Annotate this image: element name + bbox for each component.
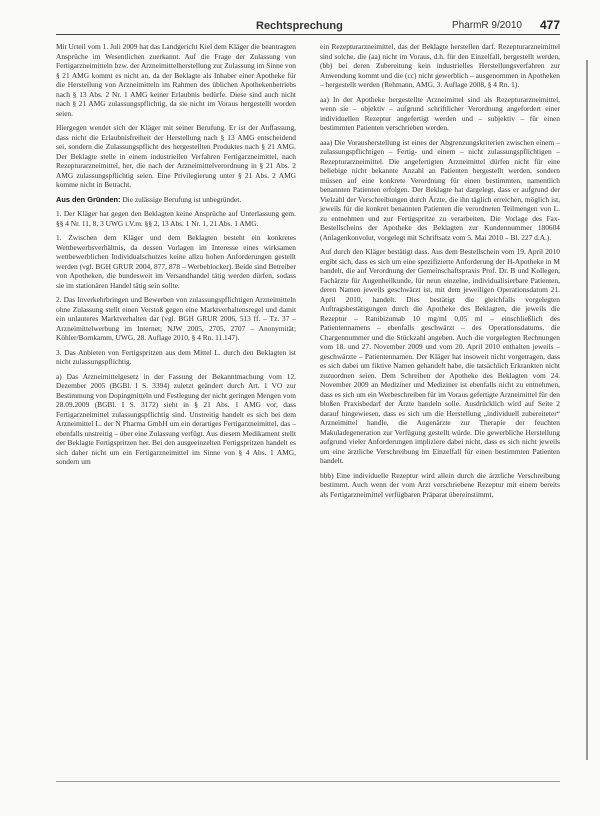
left-column bbox=[56, 42, 296, 472]
paragraph: 1. Zwischen dem Kläger und dem Beklagten besteht ein konkretes Wettbewerbsverhältnis, da dessen Vorlagen im Interesse eines wirksamen wettbewerblichen Individualschutzes keine allzu hohen Anforderungen gestellt werden (vgl. BGH GRUR 2004, 877, 878 – Werbeblocker). Beide sind Betreiber von Apotheken, die bundesweit im Versandhandel tätig werden dürfen, sodass sie im stationären Handel tätig sein sollte. bbox=[56, 233, 296, 290]
paragraph: 2. Das Inverkehrbringen und Bewerben von zulassungspflichtigen Arzneimitteln ohne Zulassung stellt einen Verstoß gegen eine Marktverhaltensregel und damit ein unlauteres Marktverhalten dar (vgl. BGH GRUR 2006, 513 ff. – Tz. 37 – Arzneimittelwerbung im Internet; NJW 2005, 2705, 2707 – Anonymität; Köhler/Bornkamm, UWG, 28. Auflage 2010, § 4 Rn. 11.147). bbox=[56, 295, 296, 342]
section-heading bbox=[56, 195, 296, 205]
paragraph: ein Rezepturarzneimittel, das der Beklagte herstellen darf. Rezepturarzneimittel sind solche, die (aa) nicht im Voraus, d.h. für den Einzelfall, hergestellt werden, (bb) bei deren Zubereitung kein industrielles Herstellungsverfahren zur Anwendung kommt und die (cc) nicht gewerblich – ausgenommen in Apotheken – hergestellt werden (Rehmann, AMG, 3. Auflage 2008, § 4 Rn. 1). bbox=[320, 42, 560, 89]
margin-scan-line bbox=[586, 60, 588, 760]
paragraph: Mit Urteil vom 1. Juli 2009 hat das Landgericht Kiel dem Kläger die beantragten Ansprüche im Wesentlichen zuerkannt. Auf die Frage der Zulassung von Fertigarzneimitteln bzw. der Arzneimittelherstellung zur Zulassung im Sinne von § 21 AMG kommt es nicht an, da der Beklagte als Inhaber einer Apotheke für die Herstellung von Arzneimitteln im Rahmen des üblichen Apothekenbetriebs nach § 13 Abs. 2 Nr. 1 AMG keiner Erlaubnis bedürfe. Diese sind auch nicht nach § 21 AMG zulassungspflichtig, da sie nicht im Voraus hergestellt worden seien. bbox=[56, 42, 296, 118]
paragraph: aaa) Die Vorausherstellung ist eines der Abgrenzungskriterien zwischen einem – zulassungspflichtigen – Fertig- und einem – nicht zulassungspflichtigen – Rezepturarzneimittel. Die angefertigten Arzneimittel dürfen nicht für eine beliebige nicht bekannte Anzahl an Patienten hergestellt werden, sondern müssen auf eine konkrete Verordnung für einen bestimmten, namentlich benannten Patienten erfolgen. Der Beklagte hat dargelegt, dass er aufgrund der Vielzahl der Verschreibungen durch Ärzte, die ihn täglich erreichen, möglich ist, jeweils für die konkret benannten Patienten die verordneten Teilmengen von L. zu entnehmen und zur Fertigspritze zu verarbeiten. Die Vorlage des Fax-Bestellscheins der Apotheke des Beklagten zur Kundennummer 180604 (Anlagenkonvolut, vorgelegt mit Schriftsatz vom 5. Mai 2010 – Bl. 227 d.A.). bbox=[320, 137, 560, 242]
paragraph: 1. Der Kläger hat gegen den Beklagten keine Ansprüche auf Unterlassung gem. §§ 4 Nr. 11, 8, 3 UWG i.V.m. §§ 2, 13 Abs. 1 Nr. 1, 21 Abs. 1 AMG. bbox=[56, 209, 296, 228]
paragraph: a) Das Arzneimittelgesetz in der Fassung der Bekanntmachung vom 12. Dezember 2005 (BGBl. I S. 3394) zuletzt geändert durch Art. 1 VO zur Bestimmung von Dopingmitteln und Festlegung der nicht geringen Mengen vom 28.09.2009 (BGBl. I S. 3172) sieht in § 21 Abs. 1 AMG vor, dass Fertigarzneimittel zulassungspflichtig sind. Unstreitig handelt es sich bei dem Arzneimittel L. der N Pharma GmbH um ein derartiges Fertigarzneimittel, das – ebenfalls unstreitig – über eine Zulassung verfügt. Aus diesem Medikament stellt der Beklagte Fertigspritzen her. Bei den ausgeeinzelten Fertigspritzen handelt es sich daher nicht um ein Fertigarzneimittel im Sinne von § 4 Abs. 1 AMG, sondern um bbox=[56, 371, 296, 466]
section-tag: Rechtsprechung bbox=[256, 20, 343, 32]
paragraph: 3. Das Anbieten von Fertigspritzen aus dem Mittel L. durch den Beklagten ist nicht zulassungspflichtig. bbox=[56, 347, 296, 366]
page-number: 477 bbox=[539, 18, 560, 32]
journal-citation: PharmR 9/2010 bbox=[451, 20, 522, 31]
paragraph: Hiergegen wendet sich der Kläger mit seiner Berufung. Er ist der Auffassung, dass nicht die Erlaubnisfreiheit der Herstellung nach § 13 AMG entscheidend sei, sondern die Zulassungspflicht des hergestellten Produktes nach § 21 AMG. Der Beklagte stelle in einem industriellen Verfahren Fertigarzneimittel, nach Rezepturarzneimittel, her, die nach der Arzneimittelverordnung in § 21 Abs. 2 AMG zulassungspflichtig seien. Eine Privilegierung unter § 21 Abs. 2 AMG komme nicht in Betracht. bbox=[56, 123, 296, 189]
section-intro: Die zulässige Berufung ist unbegründet. bbox=[122, 194, 242, 204]
running-header bbox=[56, 14, 560, 40]
right-column bbox=[320, 42, 560, 504]
paragraph: aa) In der Apotheke hergestellte Arzneimittel sind als Rezepturarzneimittel, wenn sie – objektiv – aufgrund schriftlicher Verordnung angefordert einer individuellen Rezeptur angefertigt werden und – subjektiv – für einen bestimmten Patienten verschrieben werden. bbox=[320, 94, 560, 132]
footer-rule bbox=[56, 781, 560, 782]
paragraph: bbb) Eine individuelle Rezeptur wird allein durch die ärztliche Verschreibung bestimmt. Auch wenn der vom Arzt verschriebene Rezeptur mit einem bereits als Fertigarzneimittel verfügbaren Präparat übereinstimmt, bbox=[320, 470, 560, 499]
header-rule bbox=[56, 34, 560, 35]
paragraph: Auf durch den Kläger bestätigt dass. Aus dem Bestellschein vom 19. April 2010 ergibt sich, dass es sich um eine spezifizierte Anforderung der H-Apotheke in M handelt, die auf Verordnung der Gemeinschaftspraxis Prof. Dr. B und Kollegen, Fachärzte für Augenheilkunde, für neun einzelne, individualisierbare Patienten, deren Namen jeweils geschwärzt ist, mit dem jeweiligen Operationsdatum 21. April 2010, handelt. Dies bestätigt die gleichfalls vorgelegten Auftragsbestätigungen durch die Apotheke des Beklagten, die jeweils die Rezeptur – Ranibizumab 10 mg/ml 0,05 ml – einschließlich des Patientennamens – ebenfalls geschwärzt – des Operationsdatums, die Chargennummer und die Stückzahl angeben. Auch die vorgelegten Rechnungen vom 18. und 27. November 2009 und vom 20. April 2010 enthalten jeweils – geschwärzte – Patientennamen. Der Kläger hat insoweit nicht vorgetragen, dass es sich dabei um fiktive Namen gehandelt habe, die tatsächlich Erkrankten nicht zuzuordnen seien. Dem Schreiben der Apotheke des Beklagten vom 24. November 2009 an Mediziner und Mediziner ist ebenfalls nicht zu entnehmen, dass es sich um ein Werbeschreiben für im Voraus gefertigte Arzneimittel für den bloßen Praxisbedarf der Ärzte handeln solle. Ausdrücklich wird auf Seite 2 darauf hingewiesen, dass es sich um die Herstellung „individuell zubereiteter“ Arzneimittel handle, die Augenärzte zur Therapie der feuchten Makuladegeneration zur Verfügung gestellt würde. Die gewerbliche Herstellung aufgrund vieler Anforderungen impliziere dabei nicht, dass es sich nicht jeweils um eine ärztliche Verschreibung im Einzelfall für einen bestimmten Patienten handelt. bbox=[320, 247, 560, 465]
section-title: Aus den Gründen: bbox=[56, 194, 121, 204]
